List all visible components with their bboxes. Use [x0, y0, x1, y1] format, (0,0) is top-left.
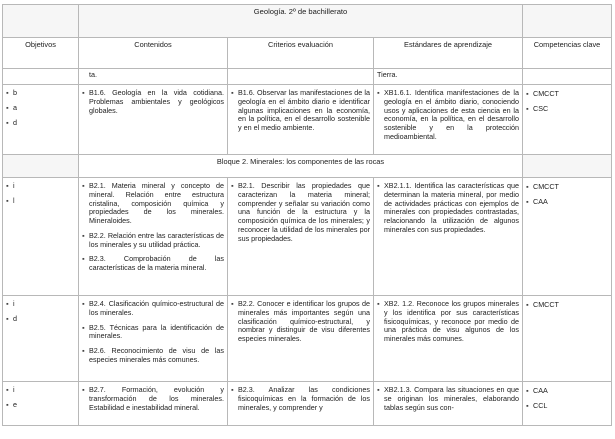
table-row [3, 382, 612, 426]
list-item [526, 301, 608, 310]
header-estandares: Estándares de aprendizaje [374, 38, 523, 69]
bullet-icon: ▪ [6, 399, 9, 409]
title-left-blank [3, 5, 79, 38]
bullet-icon: ▪ [6, 117, 9, 127]
list-item [6, 197, 75, 206]
list-item [231, 300, 370, 344]
list-item [82, 182, 224, 226]
list-item [82, 386, 224, 412]
estandares-cell [374, 382, 523, 426]
bullet-icon: ▪ [377, 88, 380, 97]
item-text: B2.2. Conocer e identificar los grupos de minerales más importantes según una clasificación químico-estructural, y nombrar y distinguir de visu diferentes especies minerales. [238, 299, 370, 344]
objetivos-cell [3, 296, 79, 382]
criterios-cell [228, 296, 374, 382]
bullet-icon: ▪ [6, 313, 9, 323]
block-left-blank [3, 155, 79, 178]
bullet-icon: ▪ [526, 400, 529, 410]
item-text: B2.1. Describir las propiedades que caracterizan la materia mineral; comprender y señalar su variación como una función de la estructura y la composición química de los minerales; y reconocer la utilidad de los minerales por sus propiedades. [238, 181, 370, 243]
item-text: XB2.1.3. Compara las situaciones en que se originan los minerales, elaborando tablas según sus con- [384, 385, 519, 412]
item-text: CMCCT [533, 89, 559, 98]
list-item [6, 182, 75, 191]
bullet-icon: ▪ [82, 181, 85, 190]
item-text: XB2. 1.2. Reconoce los grupos minerales y los identifica por sus características fisicoquímicas, y reconoce por medio de una práctica de visu algunos de los minerales más comunes. [384, 299, 519, 344]
competencias-cell [523, 296, 612, 382]
bullet-icon: ▪ [526, 103, 529, 113]
item-text: CMCCT [533, 300, 559, 309]
bullet-icon: ▪ [82, 254, 85, 264]
list-item [6, 300, 75, 309]
bullet-icon: ▪ [6, 385, 9, 394]
item-text: B2.6. Reconocimiento de visu de las especies minerales más comunes. [89, 346, 224, 364]
list-item [82, 232, 224, 250]
criterios-cell [228, 382, 374, 426]
competencias-cell [523, 85, 612, 155]
header-competencias: Competencias clave [523, 38, 612, 69]
list-item [526, 183, 608, 192]
item-text: B2.1. Materia mineral y concepto de mineral. Relación entre estructura cristalina, composición química y propiedades de los minerales. Mineraloides. [89, 181, 224, 226]
list-item [6, 315, 75, 324]
bullet-icon: ▪ [82, 346, 85, 356]
item-text: i [13, 181, 15, 190]
contenidos-cell [79, 382, 228, 426]
list-item [231, 182, 370, 243]
item-text: B1.6. Geología en la vida cotidiana. Problemas ambientales y geológicos globales. [89, 88, 224, 115]
list-item [6, 119, 75, 128]
continuation-contenidos [79, 69, 228, 85]
table-row [3, 85, 612, 155]
list-item [377, 386, 519, 412]
criterios-cell [228, 85, 374, 155]
item-text: CAA [533, 196, 548, 206]
list-item [6, 386, 75, 395]
continuation-competencias [523, 69, 612, 85]
item-text: B2.3. Comprobación de las características de la materia mineral. [89, 254, 224, 273]
list-item [377, 89, 519, 142]
list-item [6, 104, 75, 113]
bullet-icon: ▪ [231, 385, 234, 394]
estandares-cell [374, 178, 523, 296]
continuation-row [3, 69, 612, 85]
bullet-icon: ▪ [377, 299, 380, 308]
item-text: e [13, 399, 17, 409]
item-text: l [13, 195, 15, 205]
item-text: CAA [533, 386, 548, 395]
curriculum-table [2, 4, 612, 426]
item-text: CMCCT [533, 182, 559, 191]
list-item [6, 89, 75, 98]
competencias-cell [523, 382, 612, 426]
header-contenidos: Contenidos [79, 38, 228, 69]
bullet-icon: ▪ [6, 181, 9, 190]
bullet-icon: ▪ [377, 181, 380, 190]
table-row [3, 178, 612, 296]
bullet-icon: ▪ [6, 88, 9, 97]
list-item [82, 347, 224, 365]
bullet-icon: ▪ [82, 322, 85, 332]
objetivos-cell [3, 178, 79, 296]
bullet-icon: ▪ [231, 88, 234, 97]
list-item [526, 105, 608, 114]
item-text: CSC [533, 103, 549, 113]
objetivos-cell [3, 382, 79, 426]
bullet-icon: ▪ [6, 299, 9, 308]
item-text: a [13, 102, 17, 112]
list-item [526, 198, 608, 207]
bullet-icon: ▪ [6, 102, 9, 112]
estandares-cell [374, 296, 523, 382]
item-text: XB1.6.1. Identifica manifestaciones de la geología en el ámbito diario, conociendo usos y aplicaciones de esta ciencia en la economía, en la política, en el desarrollo sostenible y en la protección medioambiental. [384, 88, 519, 141]
bullet-icon: ▪ [526, 89, 529, 98]
bullet-icon: ▪ [82, 230, 85, 240]
list-item [526, 387, 608, 396]
item-text: i [13, 385, 15, 394]
criterios-cell [228, 178, 374, 296]
list-item [526, 402, 608, 411]
list-item [82, 324, 224, 342]
bullet-icon: ▪ [526, 300, 529, 309]
continuation-objetivos [3, 69, 79, 85]
table-row [3, 296, 612, 382]
contenidos-cell [79, 296, 228, 382]
continuation-estandares-text: Tierra. [377, 70, 398, 79]
item-text: CCL [533, 400, 548, 410]
list-item [82, 255, 224, 273]
block-title: Bloque 2. Minerales: los componentes de las rocas [79, 155, 523, 178]
bullet-icon: ▪ [377, 385, 380, 394]
item-text: B2.2. Relación entre las características de los minerales y su utilidad práctica. [89, 230, 224, 249]
item-text: d [13, 117, 17, 127]
bullet-icon: ▪ [6, 195, 9, 205]
bullet-icon: ▪ [231, 299, 234, 308]
block-header-row [3, 155, 612, 178]
item-text: b [13, 88, 17, 97]
list-item [231, 89, 370, 133]
header-criterios: Criterios evaluación [228, 38, 374, 69]
bullet-icon: ▪ [82, 385, 85, 394]
list-item [377, 300, 519, 344]
list-item [231, 386, 370, 412]
item-text: i [13, 299, 15, 308]
estandares-cell [374, 85, 523, 155]
item-text: B2.3. Analizar las condiciones fisicoquímicas en la formación de los minerales, y comprender y [238, 385, 370, 412]
list-item [82, 300, 224, 318]
column-header-row [3, 38, 612, 69]
competencias-cell [523, 178, 612, 296]
list-item [377, 182, 519, 235]
bullet-icon: ▪ [82, 88, 85, 97]
bullet-icon: ▪ [526, 386, 529, 395]
item-text: B2.4. Clasificación químico-estructural de los minerales. [89, 299, 224, 317]
continuation-estandares [374, 69, 523, 85]
list-item [82, 89, 224, 115]
bullet-icon: ▪ [526, 196, 529, 206]
bullet-icon: ▪ [526, 182, 529, 191]
item-text: d [13, 313, 17, 323]
block-right-blank [523, 155, 612, 178]
item-text: XB2.1.1. Identifica las características que determinan la materia mineral, por medio de actividades prácticas con ejemplos de minerales con propiedades contrastadas, relacionando la utilización de algunos minerales con sus propiedades. [384, 181, 519, 234]
list-item [6, 401, 75, 410]
header-objetivos: Objetivos [3, 38, 79, 69]
continuation-criterios [228, 69, 374, 85]
objetivos-cell [3, 85, 79, 155]
item-text: B2.7. Formación, evolución y transformación de los minerales. Estabilidad e inestabilidad mineral. [89, 385, 224, 412]
list-item [526, 90, 608, 99]
contenidos-cell [79, 85, 228, 155]
item-text: B2.5. Técnicas para la identificación de minerales. [89, 322, 224, 341]
item-text: B1.6. Observar las manifestaciones de la geología en el ámbito diario e identificar algunas implicaciones en la economía, en la política, en el desarrollo sostenible y en el medio ambiente. [238, 88, 370, 133]
contenidos-cell [79, 178, 228, 296]
bullet-icon: ▪ [82, 299, 85, 308]
title-right-blank [523, 5, 612, 38]
title-row [3, 5, 612, 38]
continuation-contenidos-text: ta. [89, 70, 97, 79]
bullet-icon: ▪ [231, 181, 234, 190]
document-title: Geología. 2º de bachillerato [79, 5, 523, 38]
